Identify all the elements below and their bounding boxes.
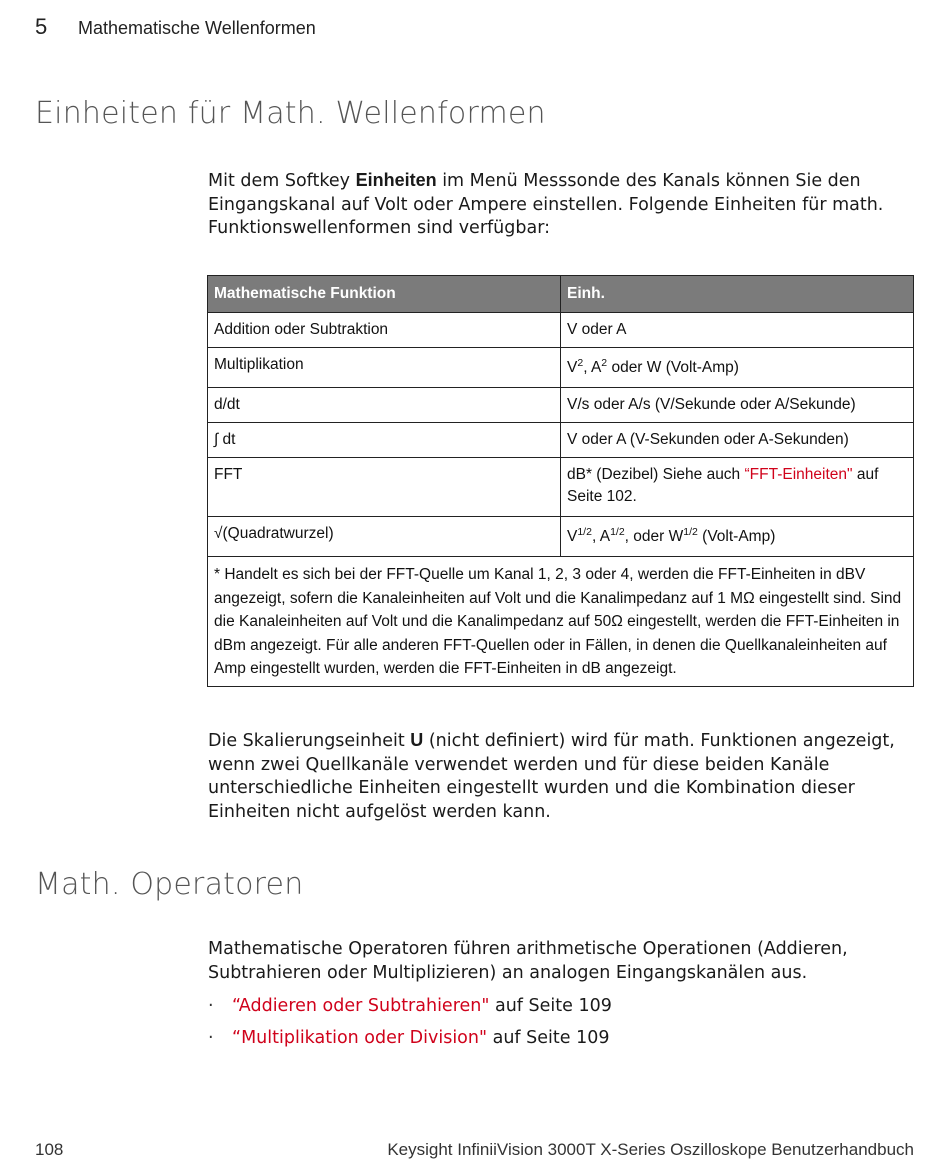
unit-exponent: 1/2	[610, 525, 625, 538]
bullet-icon: ·	[208, 996, 214, 1016]
function-cell: √(Quadratwurzel)	[208, 517, 561, 557]
fft-units-link[interactable]: “FFT-Einheiten"	[744, 466, 853, 483]
math-units-table	[207, 275, 914, 687]
chapter-number: 5	[35, 14, 48, 39]
table-row	[208, 313, 914, 348]
scaling-text-end: (nicht definiert) wird für math. Funktionen angezeigt, wenn zwei Quellkanäle verwendet werden und für diese beiden Kanäle unterschiedliche Einheiten eingestellt wurden und die Kombination dieser Einheiten nicht aufgelöst werden kann.	[208, 731, 895, 822]
units-intro-paragraph	[208, 169, 908, 241]
table-header-row	[208, 276, 914, 313]
fft-units-footnote: * Handelt es sich bei der FFT-Quelle um Kanal 1, 2, 3 oder 4, werden die FFT-Einheiten in dBV angezeigt, sofern die Kanaleinheiten auf Volt und die Kanalimpedanz auf 1 MΩ eingestellt sind. Sind die Kanaleinheiten auf Volt und die Kanalimpedanz auf 50Ω eingestellt, werden die FFT-Einheiten in dBm angezeigt. Für alle anderen FFT-Quellen oder in Fällen, in denen die Quellkanaleinheiten auf Amp eingestellt wurden, werden die FFT-Einheiten in dB angezeigt.	[208, 557, 914, 687]
bullet-icon: ·	[208, 1028, 214, 1048]
operators-intro-paragraph: Mathematische Operatoren führen arithmetische Operationen (Addieren, Subtrahieren oder Multiplizieren) an analogen Eingangskanälen aus.	[208, 939, 848, 983]
unit-text: , A	[591, 528, 611, 545]
section-title-operators: Math. Operatoren	[35, 867, 304, 902]
unit-cell	[561, 458, 914, 517]
unit-cell: V/s oder A/s (V/Sekunde oder A/Sekunde)	[561, 388, 914, 423]
table-row	[208, 458, 914, 517]
unit-text: auf Seite 102.	[567, 466, 879, 505]
unit-cell	[561, 517, 914, 557]
operators-link-list	[208, 994, 612, 1058]
list-item	[208, 994, 612, 1026]
page-number: 108	[35, 1140, 64, 1159]
unit-text: , A	[583, 359, 602, 376]
intro-text-end: im Menü Messsonde des Kanals können Sie den Eingangskanal auf Volt oder Ampere einstellen. Folgende Einheiten für math. Funktionswellenformen sind verfügbar:	[208, 171, 884, 238]
table-row	[208, 517, 914, 557]
softkey-name: Einheiten	[355, 170, 437, 190]
function-cell: FFT	[208, 458, 561, 517]
undefined-unit-symbol: U	[410, 730, 424, 750]
list-item	[208, 1026, 612, 1058]
unit-exponent: 1/2	[683, 525, 698, 538]
unit-text: V	[567, 528, 578, 545]
multiply-divide-link[interactable]: “Multiplikation oder Division"	[232, 1028, 488, 1048]
table-footnote-row	[208, 557, 914, 687]
section-title-units: Einheiten für Math. Wellenformen	[35, 96, 546, 131]
unit-exponent: 1/2	[577, 525, 592, 538]
unit-text: (Volt-Amp)	[697, 528, 776, 545]
intro-text-start: Mit dem Softkey	[208, 171, 356, 191]
unit-text: V	[567, 359, 578, 376]
column-header-unit: Einh.	[561, 276, 914, 313]
unit-text: oder W (Volt-Amp)	[607, 359, 739, 376]
unit-text: , oder W	[624, 528, 684, 545]
scaling-text-start: Die Skalierungseinheit	[208, 731, 411, 751]
unit-exponent: 2	[577, 356, 584, 369]
page-reference: auf Seite 109	[487, 1028, 610, 1048]
chapter-title: Mathematische Wellenformen	[78, 18, 316, 38]
unit-cell	[561, 348, 914, 388]
unit-exponent: 2	[601, 356, 608, 369]
scaling-unit-paragraph	[208, 729, 908, 824]
table-row	[208, 388, 914, 423]
unit-cell: V oder A (V-Sekunden oder A-Sekunden)	[561, 423, 914, 458]
table-row	[208, 423, 914, 458]
function-cell: Multiplikation	[208, 348, 561, 388]
running-header	[35, 14, 316, 40]
add-subtract-link[interactable]: “Addieren oder Subtrahieren"	[232, 996, 490, 1016]
table-row	[208, 348, 914, 388]
function-cell: Addition oder Subtraktion	[208, 313, 561, 348]
unit-text: dB* (Dezibel) Siehe auch	[567, 466, 745, 483]
unit-cell: V oder A	[561, 313, 914, 348]
function-cell: d/dt	[208, 388, 561, 423]
column-header-function: Mathematische Funktion	[208, 276, 561, 313]
page-reference: auf Seite 109	[489, 996, 612, 1016]
function-cell: ∫ dt	[208, 423, 561, 458]
book-title: Keysight InfiniiVision 3000T X-Series Oszilloskope Benutzerhandbuch	[387, 1140, 914, 1159]
